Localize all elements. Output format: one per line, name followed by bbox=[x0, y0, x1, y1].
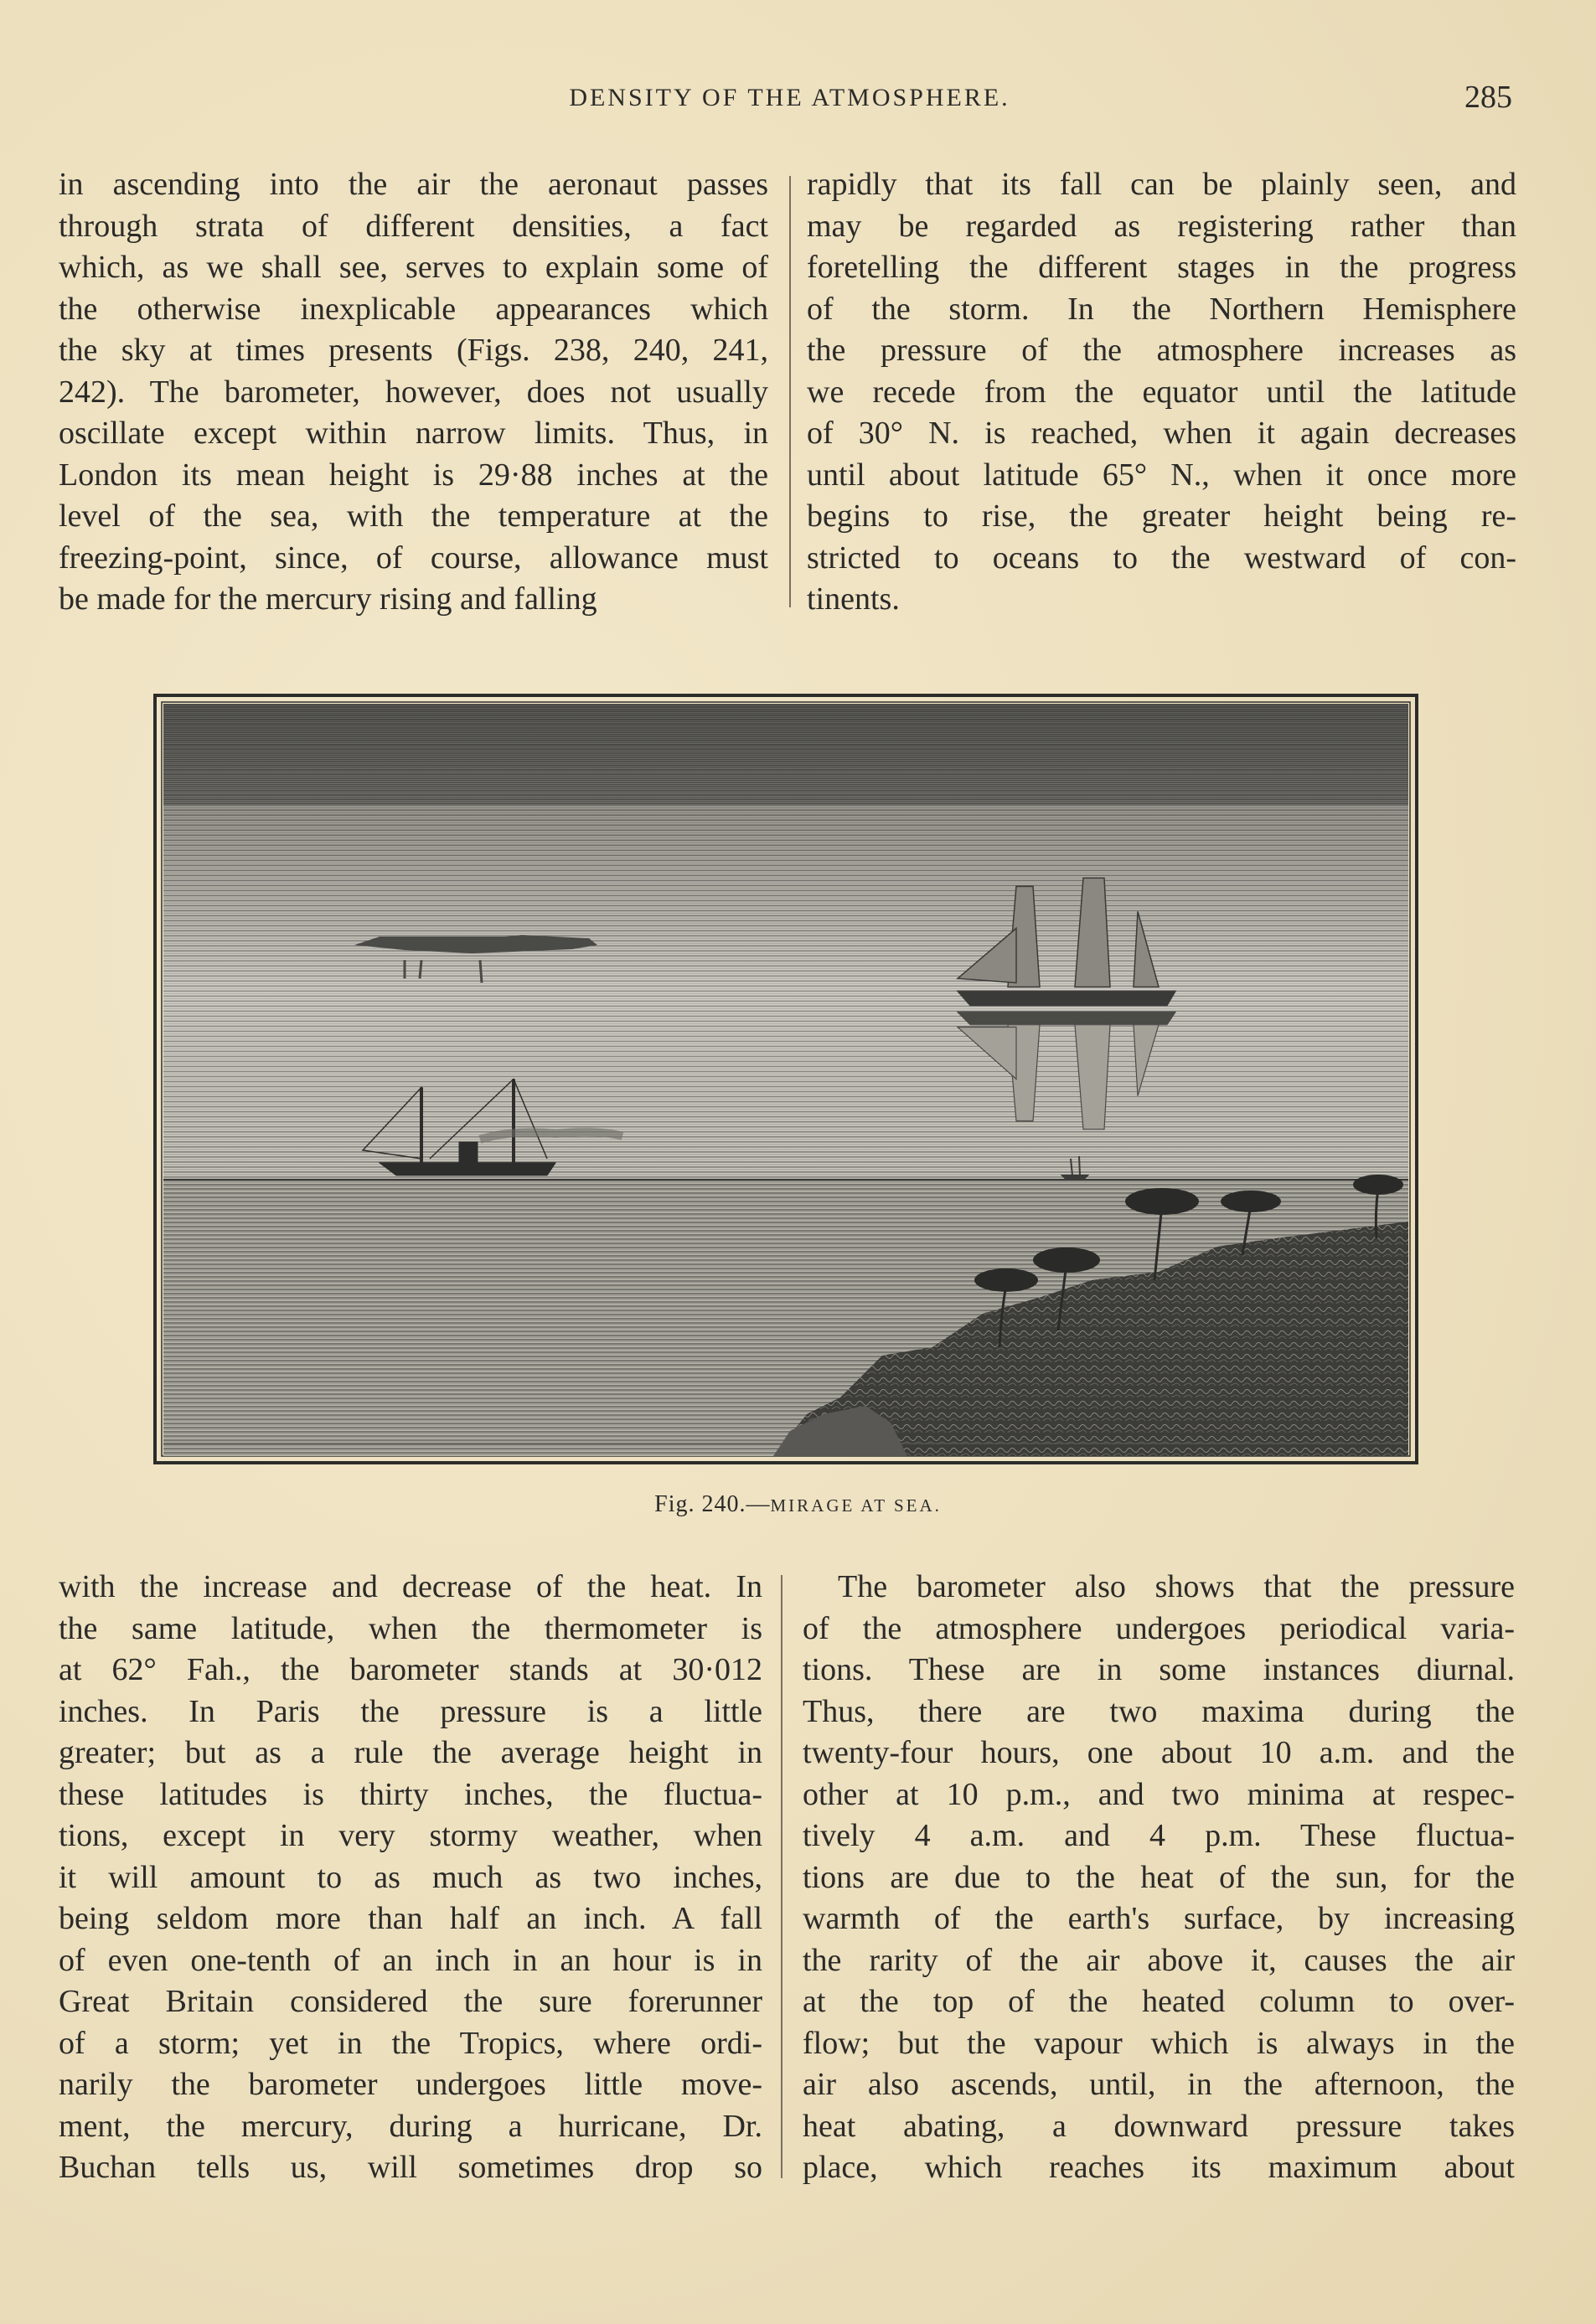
text-line: be made for the mercury rising and falling bbox=[59, 581, 597, 617]
text-line: these latitudes is thirty inches, the fluctua- bbox=[59, 1776, 762, 1812]
bottom-left-column bbox=[59, 1567, 762, 2189]
text-line: at 62° Fah., the barometer stands at 30·012 bbox=[59, 1652, 762, 1687]
text-line: rapidly that its fall can be plainly seen, and bbox=[807, 167, 1516, 202]
text-line: tions are due to the heat of the sun, for the bbox=[803, 1859, 1515, 1895]
text-line: flow; but the vapour which is always in the bbox=[803, 2025, 1515, 2061]
text-line: level of the sea, with the temperature at the bbox=[59, 498, 768, 534]
text-line: tively 4 a.m. and 4 p.m. These fluctua- bbox=[803, 1818, 1515, 1853]
text-line: inches. In Paris the pressure is a little bbox=[59, 1693, 762, 1729]
text-line: freezing-point, since, of course, allowance must bbox=[59, 540, 768, 576]
caption-title: MIRAGE AT SEA. bbox=[770, 1495, 942, 1516]
text-line: of the storm. In the Northern Hemisphere bbox=[807, 291, 1516, 327]
figure-mirage-at-sea bbox=[153, 694, 1418, 1464]
top-right-column bbox=[807, 164, 1516, 621]
text-line: tions. These are in some instances diurnal. bbox=[803, 1652, 1515, 1687]
text-line: 242). The barometer, however, does not usually bbox=[59, 374, 768, 410]
text-line: the rarity of the air above it, causes the air bbox=[803, 1942, 1515, 1978]
text-line: twenty-four hours, one about 10 a.m. and the bbox=[803, 1735, 1515, 1770]
text-line: heat abating, a downward pressure takes bbox=[803, 2108, 1515, 2144]
text-line: begins to rise, the greater height being re- bbox=[807, 498, 1516, 534]
text-line: stricted to oceans to the westward of con- bbox=[807, 540, 1516, 576]
text-line: Buchan tells us, will sometimes drop so bbox=[59, 2150, 762, 2185]
text-line: London its mean height is 29·88 inches at the bbox=[59, 457, 768, 493]
text-line: in ascending into the air the aeronaut passes bbox=[59, 167, 768, 202]
text-line: we recede from the equator until the latitude bbox=[807, 374, 1516, 410]
text-line: of a storm; yet in the Tropics, where ordi- bbox=[59, 2025, 762, 2061]
text-line: at the top of the heated column to over- bbox=[803, 1984, 1515, 2019]
text-line: with the increase and decrease of the heat. In bbox=[59, 1569, 762, 1604]
text-line: warmth of the earth's surface, by increasing bbox=[803, 1901, 1515, 1936]
text-line: foretelling the different stages in the progress bbox=[807, 250, 1516, 285]
text-line: until about latitude 65° N., when it once more bbox=[807, 457, 1516, 493]
text-line: ment, the mercury, during a hurricane, Dr. bbox=[59, 2108, 762, 2144]
text-line: place, which reaches its maximum about bbox=[803, 2150, 1515, 2185]
text-line: the otherwise inexplicable appearances which bbox=[59, 291, 768, 327]
text-line: the sky at times presents (Figs. 238, 240, 241, bbox=[59, 333, 768, 368]
text-line: tinents. bbox=[807, 581, 900, 617]
text-line: other at 10 p.m., and two minima at respec- bbox=[803, 1776, 1515, 1812]
text-line: being seldom more than half an inch. A fall bbox=[59, 1901, 762, 1936]
text-line: oscillate except within narrow limits. Thus, in bbox=[59, 416, 768, 451]
figure-caption bbox=[0, 1491, 1596, 1518]
page-number: 285 bbox=[1464, 80, 1512, 115]
top-left-column bbox=[59, 164, 768, 621]
text-line: which, as we shall see, serves to explain some of bbox=[59, 250, 768, 285]
text-line: narily the barometer undergoes little move- bbox=[59, 2067, 762, 2102]
column-rule-bottom bbox=[781, 1575, 783, 2178]
text-line: The barometer also shows that the pressure bbox=[838, 1569, 1515, 1604]
text-line: the pressure of the atmosphere increases as bbox=[807, 333, 1516, 368]
mirage-engraving bbox=[153, 694, 1418, 1464]
text-line: it will amount to as much as two inches, bbox=[59, 1859, 762, 1895]
text-line: of 30° N. is reached, when it again decreases bbox=[807, 416, 1516, 451]
text-line: the same latitude, when the thermometer is bbox=[59, 1610, 762, 1646]
text-line: through strata of different densities, a fact bbox=[59, 208, 768, 244]
text-line: may be regarded as registering rather than bbox=[807, 208, 1516, 244]
caption-prefix: Fig. 240.— bbox=[654, 1491, 771, 1517]
text-line: tions, except in very stormy weather, when bbox=[59, 1818, 762, 1853]
text-line: Thus, there are two maxima during the bbox=[803, 1693, 1515, 1729]
text-line: Great Britain considered the sure forerunner bbox=[59, 1984, 762, 2019]
text-line: of even one-tenth of an inch in an hour is in bbox=[59, 1942, 762, 1978]
text-line: air also ascends, until, in the afternoon, the bbox=[803, 2067, 1515, 2102]
running-title: DENSITY OF THE ATMOSPHERE. bbox=[569, 84, 1010, 111]
bottom-right-column bbox=[803, 1567, 1515, 2189]
page-header bbox=[59, 80, 1521, 134]
text-line: greater; but as a rule the average height in bbox=[59, 1735, 762, 1770]
column-rule-top bbox=[789, 176, 791, 607]
text-line: of the atmosphere undergoes periodical varia- bbox=[803, 1610, 1515, 1646]
